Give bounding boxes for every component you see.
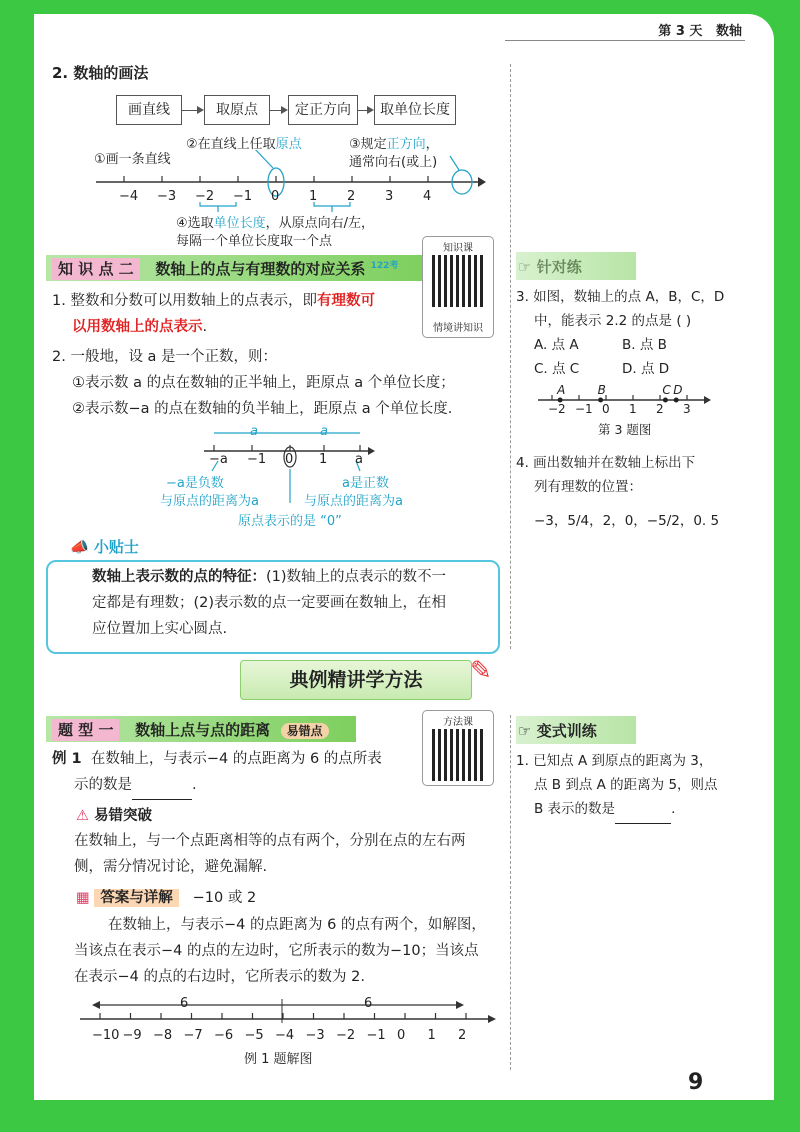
example-end: . xyxy=(192,777,197,793)
variant-line-1: 1. 已知点 A 到原点的距离为 3， xyxy=(516,753,713,769)
dist-arrowhead-right xyxy=(456,1001,464,1009)
step-arrow-3 xyxy=(358,110,372,111)
tick-label: −4 xyxy=(275,1028,295,1043)
qr-method-top: 方法课 xyxy=(443,717,473,728)
kp2-center: 原点表示的是 “0” xyxy=(238,514,342,529)
q4-numbers: −3，5/4，2，0，−5/2，0. 5 xyxy=(534,513,720,529)
kp2-p1-d: . xyxy=(202,319,208,335)
tick-label: B xyxy=(597,383,606,397)
tick-label: −2 xyxy=(336,1028,356,1043)
variant-title xyxy=(518,720,597,741)
kp2-p1-a: 1. 整数和分数可以用数轴上的点表示，即 xyxy=(52,293,317,309)
step-box-4: 取单位长度 xyxy=(374,95,456,125)
ann4-text: ④选取 xyxy=(176,216,214,231)
tick-label: 0 xyxy=(397,1028,406,1043)
tip-text1: (1)数轴上的点表示的数不一 xyxy=(266,569,447,585)
example-caption: 例 1 题解图 xyxy=(244,1052,313,1067)
q3-line-2: 中，能表示 2.2 的点是 ( ) xyxy=(534,313,692,329)
solution-line-1: 在数轴上，与表示−4 的点距离为 6 的点有两个，如解图， xyxy=(108,917,486,933)
tick-label: −1 xyxy=(366,1028,386,1043)
kp2-a-right: a xyxy=(320,424,328,439)
tip-title-text: 小贴士 xyxy=(93,538,139,556)
tick-label: D xyxy=(673,383,683,397)
tick-label: −7 xyxy=(183,1028,203,1043)
example-arrowhead xyxy=(488,1015,496,1023)
example-text-1: 在数轴上，与表示−4 的点距离为 6 的点所表 xyxy=(90,751,382,767)
annotation-line: ①画一条直线 xyxy=(94,152,171,167)
tick-label: −1 xyxy=(247,452,267,467)
kp2-a-left: a xyxy=(250,424,258,439)
point-dot xyxy=(674,398,679,403)
qr-knowledge-top: 知识课 xyxy=(443,243,473,254)
qr-method[interactable] xyxy=(422,710,494,786)
hand-point-icon-2: ☞ xyxy=(518,722,532,740)
tick-label: 0 xyxy=(285,452,294,467)
kp2-title: 数轴上的点与有理数的对应关系 xyxy=(155,260,366,278)
method-banner: 典例精讲学方法 xyxy=(240,660,472,700)
page-frame-left xyxy=(0,0,34,1132)
page-frame-right xyxy=(774,0,800,1132)
answer-row xyxy=(76,886,256,907)
qr-code-icon xyxy=(432,255,484,307)
kp2-label: 知 识 点 二 xyxy=(52,258,140,280)
tick-label: −3 xyxy=(157,189,177,204)
qr-knowledge-bottom: 情境讲知识 xyxy=(433,323,483,334)
tick-label: 0 xyxy=(602,402,610,416)
tick-label: −6 xyxy=(214,1028,234,1043)
tick-label: 3 xyxy=(385,189,394,204)
example-label: 例 1 xyxy=(52,751,82,767)
tick-label: −9 xyxy=(122,1028,142,1043)
tick-label: 2 xyxy=(347,189,356,204)
kp2-ref: 122考 xyxy=(370,261,399,271)
column-divider-bottom xyxy=(510,715,511,1070)
tick-label: −4 xyxy=(119,189,139,204)
qr-knowledge[interactable] xyxy=(422,236,494,338)
kp2-banner xyxy=(52,258,398,279)
step-arrow-2 xyxy=(270,110,286,111)
section-title: 2. 数轴的画法 xyxy=(52,64,149,82)
tick-label: −1 xyxy=(575,402,593,416)
q4-line-1: 4. 画出数轴并在数轴上标出下 xyxy=(516,455,696,471)
ann3-highlight: 正方向 xyxy=(386,137,426,152)
step-arrow-1 xyxy=(182,110,202,111)
q3-caption: 第 3 题图 xyxy=(598,422,652,437)
tick-label: 4 xyxy=(423,189,432,204)
qr-code-icon-2 xyxy=(432,729,484,781)
variant-end: . xyxy=(671,801,676,817)
type1-label: 题 型 一 xyxy=(52,719,119,741)
rocket-icon: ⚠ xyxy=(76,808,89,824)
tick-label: 1 xyxy=(319,452,328,467)
page-frame-bottom xyxy=(0,1100,800,1132)
tick-label: −1 xyxy=(233,189,253,204)
kp2-p1-c: 以用数轴上的点表示 xyxy=(72,319,203,335)
kp2-left-2: 与原点的距离为a xyxy=(160,494,259,509)
kp2-point-2b: ②表示数−a 的点在数轴的负半轴上，距原点 a 个单位长度. xyxy=(72,401,453,417)
example-1-line-2 xyxy=(74,770,197,800)
q3-opt-a[interactable]: A. 点 A xyxy=(534,337,579,353)
tick-label: 2 xyxy=(656,402,664,416)
running-header xyxy=(658,20,742,39)
calendar-icon: ▦ xyxy=(76,890,90,906)
tick-label: 2 xyxy=(458,1028,467,1043)
tick-label: C xyxy=(662,383,671,397)
tick-label: −2 xyxy=(195,189,215,204)
pencil-icon: ✎ xyxy=(470,656,492,686)
step-box-2: 取原点 xyxy=(204,95,270,125)
type1-title: 数轴上点与点的距离 xyxy=(135,721,271,739)
variant-line-3 xyxy=(534,794,675,824)
tip-bold: 数轴上表示数的点的特征： xyxy=(92,569,266,585)
error-line-1: 在数轴上，与一个点距离相等的点有两个，分别在点的左右两 xyxy=(74,833,466,849)
error-line-2: 侧，需分情况讨论，避免漏解. xyxy=(74,859,268,875)
type1-badge: 易错点 xyxy=(281,723,329,739)
kp2-arrowhead xyxy=(368,447,375,455)
answer-title: 答案与详解 xyxy=(94,889,179,907)
ann2-text: ②在直线上任取 xyxy=(186,137,276,152)
page-number: 9 xyxy=(688,1070,704,1095)
variant-text-3: B 表示的数是 xyxy=(534,801,616,817)
annotation-unit xyxy=(176,212,374,231)
kp2-p1-b: 有理数可 xyxy=(316,293,375,309)
tick-label: 1 xyxy=(427,1028,436,1043)
q3-opt-c[interactable]: C. 点 C xyxy=(534,361,580,377)
axis-arrowhead xyxy=(478,177,486,187)
megaphone-icon: 📣 xyxy=(70,538,89,556)
answer-blank[interactable] xyxy=(132,783,192,800)
ann3-text: ③规定 xyxy=(349,137,387,152)
unit-brace-right xyxy=(314,202,350,212)
origin-pointer xyxy=(254,150,273,168)
tick-label: 0 xyxy=(271,189,280,204)
annotation-direction-2: 通常向右(或上) xyxy=(349,155,438,170)
point-dot xyxy=(663,398,668,403)
direction-pointer xyxy=(450,156,459,170)
tip-line-3: 应位置加上实心圆点. xyxy=(92,621,228,637)
tick-label: −3 xyxy=(305,1028,325,1043)
column-divider-top xyxy=(510,64,511,649)
tick-label: 3 xyxy=(683,402,691,416)
annotation-unit-2: 每隔一个单位长度取一个点 xyxy=(176,234,333,249)
q3-arrowhead xyxy=(704,396,711,404)
q3-opt-b[interactable]: B. 点 B xyxy=(622,337,667,353)
header-rule xyxy=(505,40,745,41)
tick-label: −a xyxy=(209,452,228,467)
tick-label: −5 xyxy=(244,1028,264,1043)
ann3-comma: ， xyxy=(425,137,439,152)
tick-label: a xyxy=(355,452,363,467)
q4-line-2: 列有理数的位置： xyxy=(534,479,642,495)
six-left: 6 xyxy=(180,996,189,1011)
tip-title xyxy=(70,536,139,557)
example-ticks xyxy=(100,1013,466,1019)
header-day: 第 3 天 xyxy=(658,24,703,39)
ann4-text-2: ，从原点向右/左， xyxy=(265,216,375,231)
ann4-highlight: 单位长度 xyxy=(213,216,266,231)
kp2-left-1: −a是负数 xyxy=(166,476,224,491)
kp2-point-2: 2. 一般地，设 a 是一个正数，则： xyxy=(52,349,278,365)
dist-arrowhead-left xyxy=(92,1001,100,1009)
ann2-highlight: 原点 xyxy=(275,137,302,152)
error-title xyxy=(76,804,152,825)
kp2-right-1: a是正数 xyxy=(342,476,389,491)
tick-label: 1 xyxy=(309,189,318,204)
q3-opt-d[interactable]: D. 点 D xyxy=(622,361,670,377)
page-frame-top xyxy=(0,0,800,14)
type1-banner xyxy=(52,719,329,740)
step-box-3: 定正方向 xyxy=(288,95,358,125)
step-box-1: 画直线 xyxy=(116,95,182,125)
tick-label: −2 xyxy=(548,402,566,416)
error-title-text: 易错突破 xyxy=(94,808,153,824)
tick-label: −10 xyxy=(92,1028,120,1043)
kp2-point-2a: ①表示数 a 的点在数轴的正半轴上，距原点 a 个单位长度； xyxy=(72,375,455,391)
tick-label: A xyxy=(557,383,566,397)
variant-title-text: 变式训练 xyxy=(536,722,597,740)
tip-line-2: 定都是有理数；(2)表示数的点一定要画在数轴上，在相 xyxy=(92,595,447,611)
header-topic: 数轴 xyxy=(715,24,742,39)
variant-line-2: 点 B 到点 A 的距离为 5，则点 xyxy=(534,777,718,793)
variant-answer-blank[interactable] xyxy=(615,807,671,824)
solution-line-3: 在表示−4 的点的右边时，它所表示的数为 2. xyxy=(74,969,365,985)
axis-ticks xyxy=(124,176,428,182)
kp2-point-1b xyxy=(72,312,207,342)
answer-value: −10 或 2 xyxy=(192,890,257,906)
example-text-2: 示的数是 xyxy=(74,777,132,793)
tick-label: 1 xyxy=(629,402,637,416)
q3-line-1: 3. 如图，数轴上的点 A，B，C，D xyxy=(516,289,725,305)
six-right: 6 xyxy=(364,996,373,1011)
kp2-right-2: 与原点的距离为a xyxy=(304,494,403,509)
practice-banner-bg xyxy=(516,252,636,280)
tick-label: −8 xyxy=(153,1028,173,1043)
solution-line-2: 当该点在表示−4 的点的左边时，它所表示的数为−10；当该点 xyxy=(74,943,479,959)
